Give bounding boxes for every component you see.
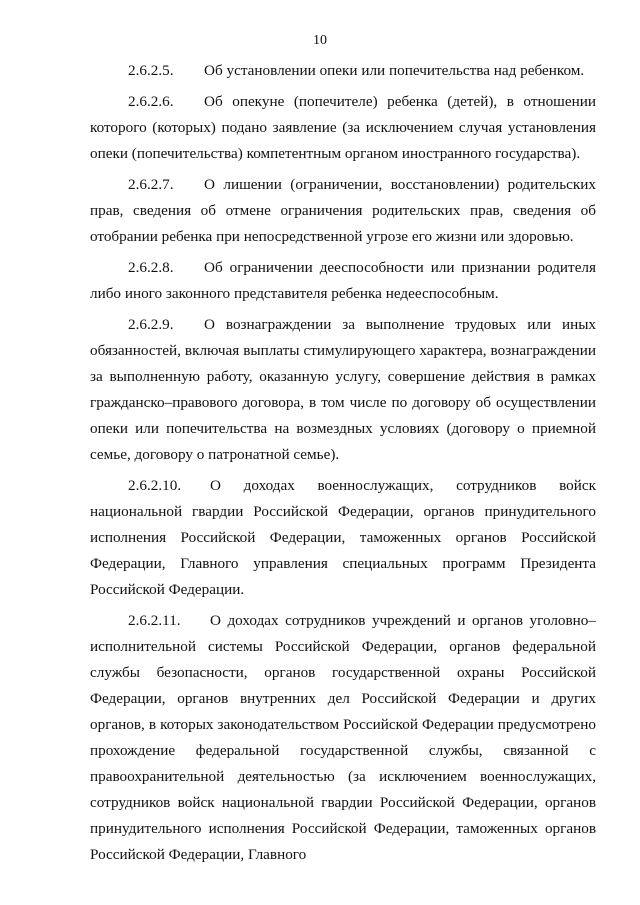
paragraph-2-6-2-6 bbox=[90, 89, 596, 167]
paragraph-2-6-2-8 bbox=[90, 255, 596, 307]
clause-text: Об установлении опеки или попечительства над ребенком. bbox=[204, 62, 585, 79]
clause-text: Об ограничении дееспособности или признании родителя либо иного законного представителя ребенка недееспособным. bbox=[90, 259, 596, 302]
clause-number: 2.6.2.11. bbox=[128, 612, 181, 629]
clause-text: О доходах сотрудников учреждений и органов уголовно–исполнительной системы Российской Федерации, органов федеральной службы безопасности, органов государственной охраны Российской Федерации, органов внутренних дел Российской Федерации и других органов, в которых законодательством Российской Федерации предусмотрено прохождение федеральной государственной службы, связанной с правоохранительной деятельностью (за исключением военнослужащих, сотрудников войск национальной гвардии Российской Федерации, органов принудительного исполнения Российской Федерации, таможенных органов Российской Федерации, Главного bbox=[90, 612, 596, 863]
clause-number: 2.6.2.6. bbox=[128, 93, 174, 110]
clause-number: 2.6.2.7. bbox=[128, 176, 174, 193]
paragraph-2-6-2-9 bbox=[90, 312, 596, 468]
clause-text: О вознаграждении за выполнение трудовых или иных обязанностей, включая выплаты стимулирующего характера, вознаграждении за выполненную работу, оказанную услугу, совершение действия в рамках гражданско–правового договора, в том числе по договору об осуществлении опеки или попечительства на возмездных условиях (договору о приемной семье, договору о патронатной семье). bbox=[90, 316, 596, 463]
paragraph-2-6-2-5 bbox=[90, 58, 596, 84]
clause-number: 2.6.2.5. bbox=[128, 62, 174, 79]
clause-text: О доходах военнослужащих, сотрудников войск национальной гвардии Российской Федерации, органов принудительного исполнения Российской Федерации, таможенных органов Российской Федерации, Главного управления специальных программ Президента Российской Федерации. bbox=[90, 477, 596, 598]
document-body bbox=[90, 58, 596, 868]
clause-number: 2.6.2.8. bbox=[128, 259, 174, 276]
paragraph-2-6-2-7 bbox=[90, 172, 596, 250]
clause-number: 2.6.2.9. bbox=[128, 316, 174, 333]
clause-text: Об опекуне (попечителе) ребенка (детей), в отношении которого (которых) подано заявление (за исключением случая установления опеки (попечительства) компетентным органом иностранного государства). bbox=[90, 93, 596, 162]
clause-text: О лишении (ограничении, восстановлении) родительских прав, сведения об отмене ограничения родительских прав, сведения об отобрании ребенка при непосредственной угрозе его жизни или здоровью. bbox=[90, 176, 596, 245]
paragraph-2-6-2-11 bbox=[90, 608, 596, 868]
clause-number: 2.6.2.10. bbox=[128, 477, 182, 494]
page-number: 10 bbox=[313, 33, 327, 48]
paragraph-2-6-2-10 bbox=[90, 473, 596, 603]
